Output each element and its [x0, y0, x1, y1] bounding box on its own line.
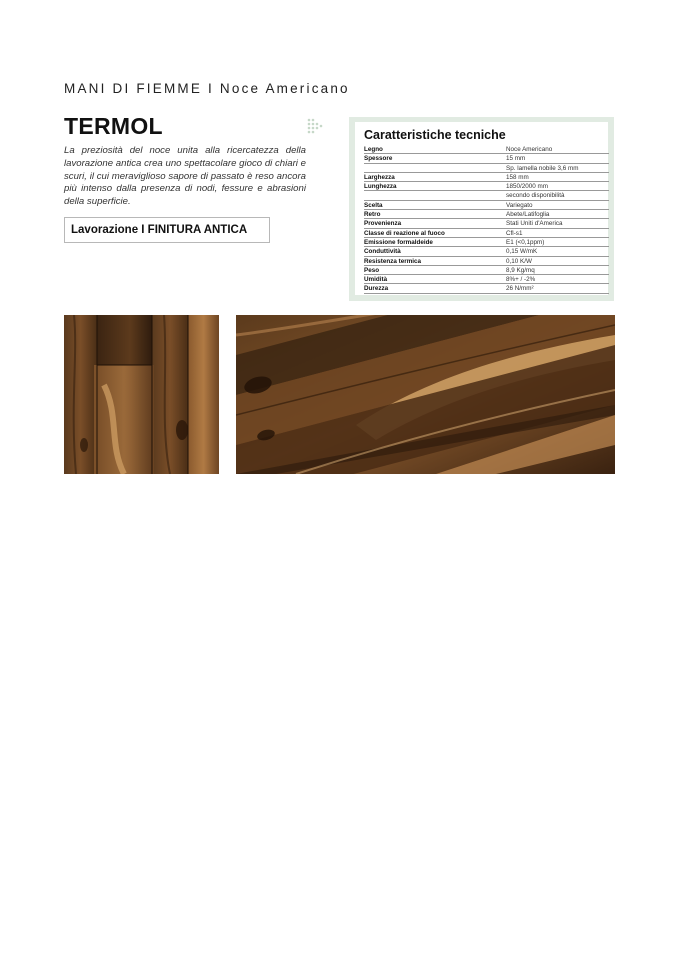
spec-row	[364, 257, 609, 266]
spec-row	[364, 173, 609, 182]
spec-label: Peso	[364, 266, 380, 274]
spec-table	[364, 145, 609, 294]
dots-decoration-icon	[307, 118, 323, 134]
spec-panel	[349, 117, 614, 301]
spec-row	[364, 145, 609, 154]
spec-value: 26 N/mm²	[506, 285, 534, 293]
wood-sample-diagonal-image	[236, 315, 615, 474]
spec-value: Sp. lamella nobile 3,6 mm	[506, 164, 579, 172]
spec-label: Durezza	[364, 285, 389, 293]
spec-label: Retro	[364, 211, 381, 219]
spec-value: Noce Americano	[506, 146, 553, 153]
wood-sample-vertical-image	[64, 315, 219, 474]
finish-label: Lavorazione I FINITURA ANTICA	[64, 217, 270, 243]
spec-row	[364, 275, 609, 284]
spec-label: Resistenza termica	[364, 257, 422, 265]
spec-label	[364, 164, 506, 172]
page-header	[64, 81, 350, 96]
spec-value: secondo disponibilità	[506, 192, 565, 200]
header-separator: I	[208, 81, 214, 96]
spec-value: 0,15 W/mK	[506, 248, 538, 256]
spec-value: 8,9 Kg/mq	[506, 266, 535, 274]
spec-label	[364, 191, 506, 199]
spec-row	[364, 154, 609, 163]
spec-label: Larghezza	[364, 173, 395, 181]
spec-row	[364, 284, 609, 293]
spec-label: Provenienza	[364, 220, 402, 228]
spec-value: E1 (<0,1ppm)	[506, 238, 545, 246]
spec-card	[355, 122, 608, 295]
spec-row	[364, 210, 609, 219]
spec-row	[364, 247, 609, 256]
spec-row	[364, 182, 609, 191]
spec-row	[364, 266, 609, 275]
spec-row	[364, 229, 609, 238]
spec-label: Scelta	[364, 201, 383, 209]
product-description: La preziosità del noce unita alla ricercatezza della lavorazione antica crea uno spettacolare gioco di chiari e scuri, il cui meraviglioso sapore di passato è reso ancora più intenso dalla presenza di nodi, fessure e abrasioni della superficie.	[64, 145, 306, 208]
spec-label: Lunghezza	[364, 183, 397, 191]
spec-row	[364, 219, 609, 228]
spec-value: Cfl-s1	[506, 229, 523, 237]
spec-label: Emissione formaldeide	[364, 238, 433, 246]
spec-value: 0,10 K/W	[506, 257, 532, 265]
spec-value: 158 mm	[506, 173, 529, 181]
spec-label: Spessore	[364, 155, 393, 163]
spec-row	[364, 201, 609, 210]
product-title: TERMOL	[64, 113, 163, 139]
wood-species: Noce Americano	[219, 81, 350, 96]
spec-row	[364, 191, 609, 200]
spec-label: Legno	[364, 146, 383, 153]
spec-label: Conduttività	[364, 248, 401, 256]
spec-title: Caratteristiche tecniche	[364, 128, 506, 142]
spec-value: 15 mm	[506, 155, 526, 163]
spec-value: Stati Uniti d'America	[506, 220, 563, 228]
spec-row	[364, 238, 609, 247]
spec-value: Abete/Latifoglia	[506, 211, 550, 219]
spec-label: Classe di reazione al fuoco	[364, 229, 445, 237]
brand-name: MANI DI FIEMME	[64, 81, 203, 96]
spec-label: Umidità	[364, 276, 388, 284]
spec-value: 1850/2000 mm	[506, 183, 549, 191]
spec-value: 8%+ / -2%	[506, 276, 536, 284]
spec-value: Variegato	[506, 201, 533, 209]
spec-row	[364, 164, 609, 173]
